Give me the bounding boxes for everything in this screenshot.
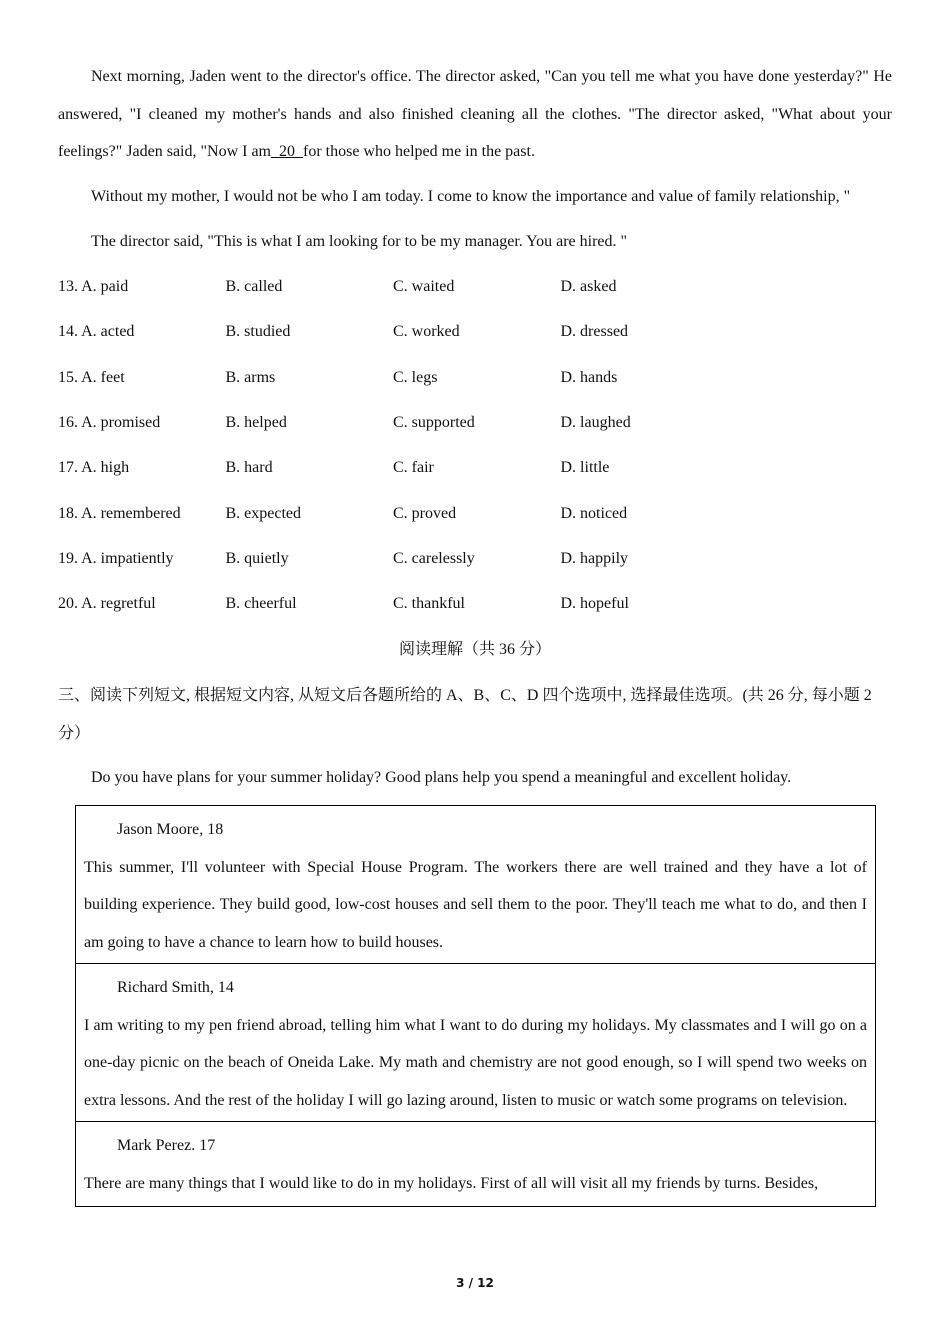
option-c: C. worked [393, 323, 460, 341]
option-b: B. helped [225, 413, 287, 431]
question-row [58, 366, 892, 390]
option-a: 14. A. acted [58, 323, 135, 341]
option-b: B. hard [225, 459, 273, 477]
option-a: 19. A. impatiently [58, 549, 174, 567]
option-b: B. quietly [225, 549, 289, 567]
option-a: 15. A. feet [58, 368, 125, 386]
option-a: 18. A. remembered [58, 504, 181, 522]
section-instructions: 三、阅读下列短文, 根据短文内容, 从短文后各题所给的 A、B、C、D 四个选项中, 选择最佳选项。(共 26 分, 每小题 2 分） [58, 687, 872, 742]
option-b: B. arms [225, 368, 276, 386]
option-a: 17. A. high [58, 459, 130, 477]
option-c: C. fair [393, 459, 434, 477]
option-a: 13. A. paid [58, 278, 129, 295]
option-c: C. legs [393, 368, 438, 386]
option-b: B. cheerful [225, 595, 297, 613]
question-row [58, 547, 892, 571]
option-d: D. noticed [560, 504, 628, 522]
person-name: Mark Perez. 17 [117, 1137, 216, 1154]
option-a: 20. A. regretful [58, 595, 156, 613]
blank-20: _20_ [271, 143, 303, 160]
option-d: D. hopeful [560, 595, 629, 613]
option-d: D. hands [560, 368, 618, 386]
option-c: C. waited [393, 278, 455, 295]
option-c: C. thankful [393, 595, 465, 613]
person-text: There are many things that I would like to do in my holidays. First of all will visit all my friends by turns. Besides, [84, 1174, 819, 1192]
option-d: D. asked [560, 278, 617, 295]
passage-text: for those who helped me in the past. [303, 143, 535, 160]
person-text: This summer, I'll volunteer with Special House Program. The workers there are well trained and they have a lot of building experience. They build good, low-cost houses and sell them to the poor. They'll teach me what to do, and then I am going to have a chance to learn how to build houses. [84, 858, 867, 951]
question-row [58, 456, 892, 480]
question-row [58, 502, 892, 526]
option-d: D. laughed [560, 413, 631, 431]
question-row [58, 592, 892, 616]
section-heading: 阅读理解（共 36 分） [398, 641, 551, 658]
option-d: D. dressed [560, 323, 629, 341]
option-c: C. proved [393, 504, 457, 522]
option-b: B. called [225, 278, 283, 295]
question-row [58, 411, 892, 435]
holiday-plans-table [75, 805, 876, 1207]
passage-paragraph-1 [58, 58, 892, 171]
option-b: B. studied [225, 323, 291, 341]
intro-text: Do you have plans for your summer holiday? Good plans help you spend a meaningful and excellent holiday. [91, 769, 792, 786]
passage-text: Next morning, Jaden went to the director's office. The director asked, "Can you tell me what you have done yesterday?" He answered, "I cleaned my mother's hands and also finished cleaning all the clothes. "The director asked, "What about your feelings?" Jaden said, "Now I am [58, 68, 892, 160]
option-a: 16. A. promised [58, 413, 161, 431]
person-name: Jason Moore, 18 [117, 821, 224, 838]
option-d: D. little [560, 459, 610, 477]
question-row [58, 275, 892, 299]
passage-paragraph-2: Without my mother, I would not be who I am today. I come to know the importance and value of family relationship, " [91, 188, 851, 205]
passage-paragraph-3: The director said, "This is what I am looking for to be my manager. You are hired. " [91, 233, 628, 250]
question-row [58, 320, 892, 344]
option-d: D. happily [560, 549, 629, 567]
person-text: I am writing to my pen friend abroad, telling him what I want to do during my holidays. My classmates and I will go on a one-day picnic on the beach of Oneida Lake. My math and chemistry are not good enough, so I will spend two weeks on extra lessons. And the rest of the holiday I will go lazing around, listen to music or watch some programs on television. [84, 1016, 867, 1109]
option-c: C. supported [393, 413, 475, 431]
person-name: Richard Smith, 14 [117, 979, 234, 996]
option-c: C. carelessly [393, 549, 475, 567]
page-number: 3 / 12 [456, 1276, 494, 1290]
option-b: B. expected [225, 504, 302, 522]
